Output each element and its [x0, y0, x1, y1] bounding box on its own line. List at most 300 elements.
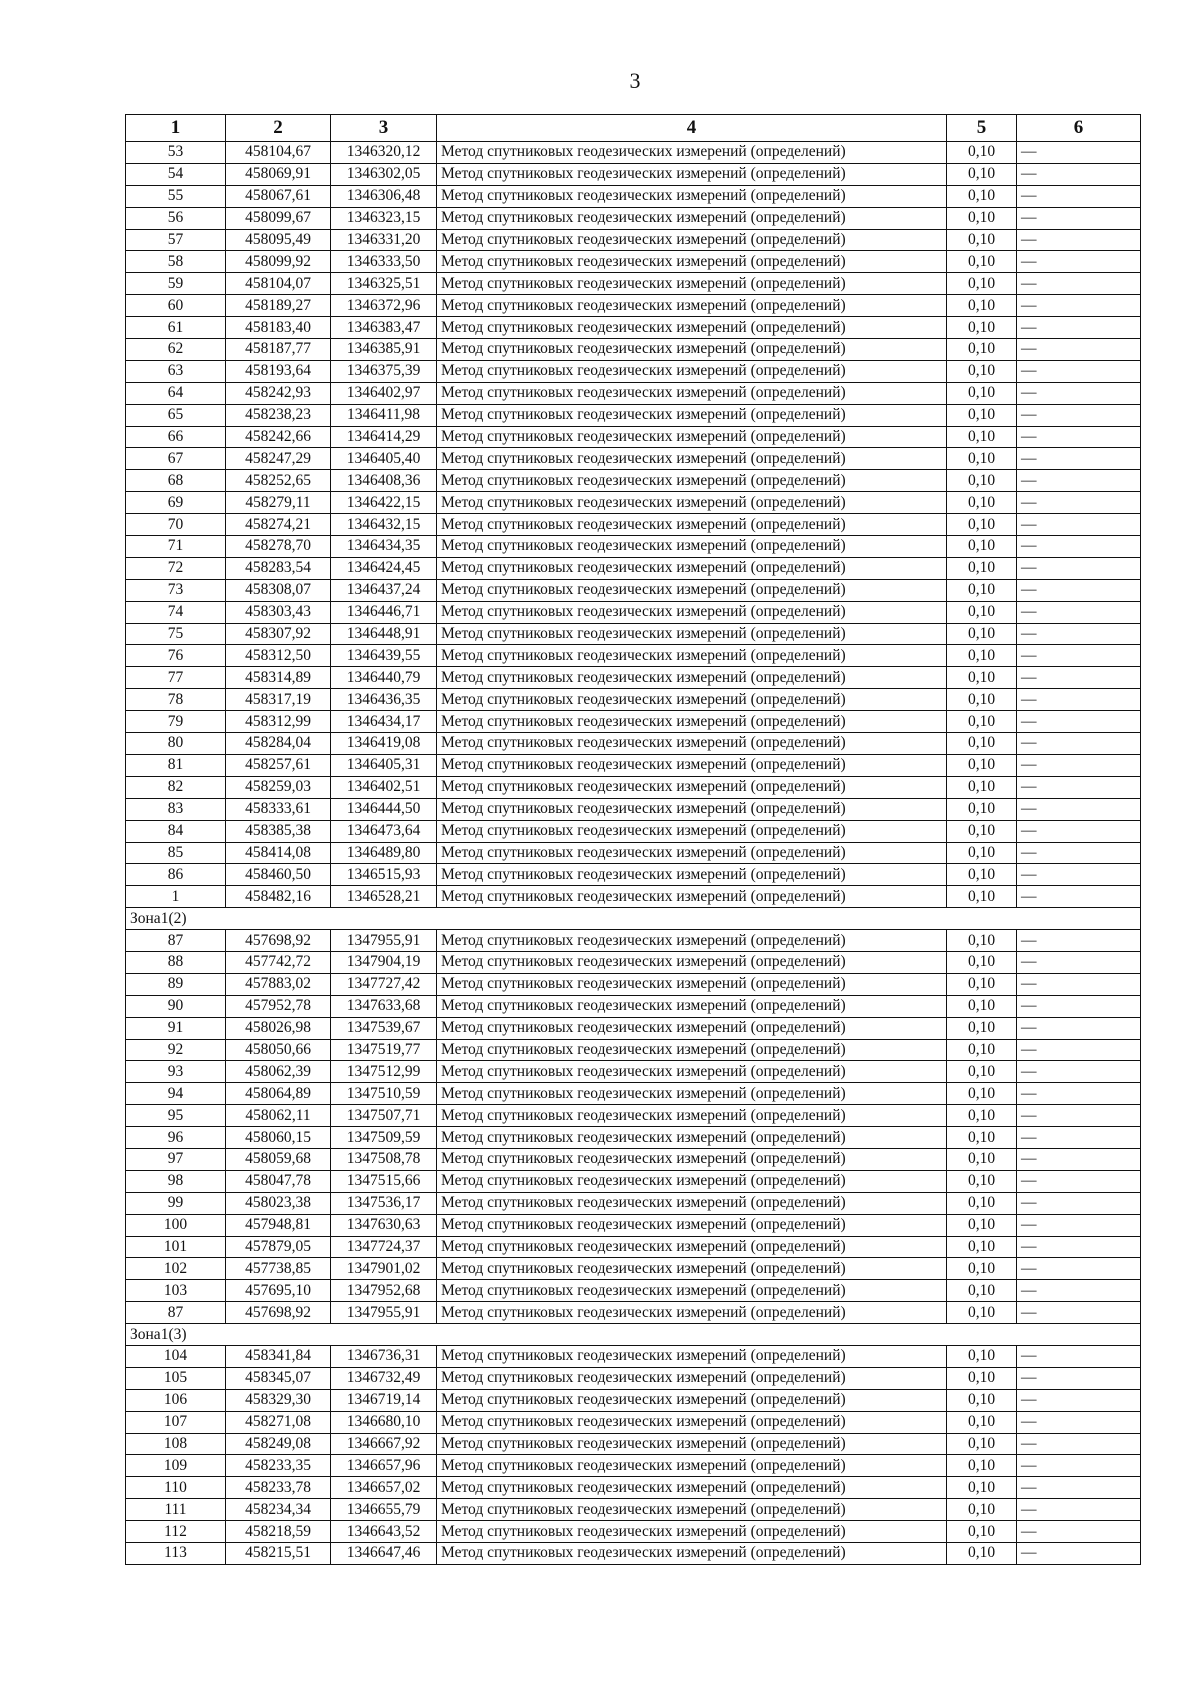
method-cell: Метод спутниковых геодезических измерений (определений)	[437, 1192, 947, 1214]
y-coordinate-cell: 1347904,19	[331, 951, 437, 973]
point-number-cell: 61	[126, 317, 226, 339]
table-row	[126, 1258, 1141, 1280]
method-cell: Метод спутниковых геодезических измерений (определений)	[437, 557, 947, 579]
note-cell: —	[1017, 470, 1141, 492]
x-coordinate-cell: 458218,59	[226, 1521, 331, 1543]
y-coordinate-cell: 1347955,91	[331, 930, 437, 952]
note-cell: —	[1017, 360, 1141, 382]
method-cell: Метод спутниковых геодезических измерений (определений)	[437, 951, 947, 973]
accuracy-cell: 0,10	[947, 689, 1017, 711]
method-cell: Метод спутниковых геодезических измерений (определений)	[437, 470, 947, 492]
point-number-cell: 60	[126, 295, 226, 317]
method-cell: Метод спутниковых геодезических измерений (определений)	[437, 163, 947, 185]
table-row	[126, 1433, 1141, 1455]
method-cell: Метод спутниковых геодезических измерений (определений)	[437, 339, 947, 361]
table-row	[126, 1017, 1141, 1039]
accuracy-cell: 0,10	[947, 273, 1017, 295]
point-number-cell: 111	[126, 1499, 226, 1521]
accuracy-cell: 0,10	[947, 142, 1017, 164]
table-row	[126, 404, 1141, 426]
accuracy-cell: 0,10	[947, 163, 1017, 185]
method-cell: Метод спутниковых геодезических измерений (определений)	[437, 776, 947, 798]
table-row	[126, 339, 1141, 361]
accuracy-cell: 0,10	[947, 820, 1017, 842]
point-number-cell: 103	[126, 1280, 226, 1302]
y-coordinate-cell: 1346439,55	[331, 645, 437, 667]
note-cell: —	[1017, 1192, 1141, 1214]
y-coordinate-cell: 1347515,66	[331, 1170, 437, 1192]
x-coordinate-cell: 458183,40	[226, 317, 331, 339]
table-row	[126, 1389, 1141, 1411]
y-coordinate-cell: 1346657,96	[331, 1455, 437, 1477]
point-number-cell: 82	[126, 776, 226, 798]
accuracy-cell: 0,10	[947, 667, 1017, 689]
point-number-cell: 55	[126, 185, 226, 207]
table-row	[126, 623, 1141, 645]
method-cell: Метод спутниковых геодезических измерений (определений)	[437, 1477, 947, 1499]
point-number-cell: 70	[126, 514, 226, 536]
table-row	[126, 930, 1141, 952]
x-coordinate-cell: 458284,04	[226, 733, 331, 755]
accuracy-cell: 0,10	[947, 711, 1017, 733]
table-row	[126, 1061, 1141, 1083]
method-cell: Метод спутниковых геодезических измерений (определений)	[437, 798, 947, 820]
table-row	[126, 689, 1141, 711]
table-row	[126, 1039, 1141, 1061]
note-cell: —	[1017, 1389, 1141, 1411]
y-coordinate-cell: 1346434,17	[331, 711, 437, 733]
y-coordinate-cell: 1346424,45	[331, 557, 437, 579]
accuracy-cell: 0,10	[947, 1411, 1017, 1433]
point-number-cell: 109	[126, 1455, 226, 1477]
accuracy-cell: 0,10	[947, 776, 1017, 798]
note-cell: —	[1017, 951, 1141, 973]
y-coordinate-cell: 1346736,31	[331, 1345, 437, 1367]
note-cell: —	[1017, 1039, 1141, 1061]
point-number-cell: 77	[126, 667, 226, 689]
table-row	[126, 1127, 1141, 1149]
accuracy-cell: 0,10	[947, 1302, 1017, 1324]
y-coordinate-cell: 1346655,79	[331, 1499, 437, 1521]
note-cell: —	[1017, 1455, 1141, 1477]
table-row	[126, 1411, 1141, 1433]
method-cell: Метод спутниковых геодезических измерений (определений)	[437, 1127, 947, 1149]
y-coordinate-cell: 1346405,31	[331, 754, 437, 776]
y-coordinate-cell: 1346446,71	[331, 601, 437, 623]
method-cell: Метод спутниковых геодезических измерений (определений)	[437, 1017, 947, 1039]
point-number-cell: 69	[126, 492, 226, 514]
note-cell: —	[1017, 667, 1141, 689]
x-coordinate-cell: 458234,34	[226, 1499, 331, 1521]
note-cell: —	[1017, 601, 1141, 623]
note-cell: —	[1017, 251, 1141, 273]
accuracy-cell: 0,10	[947, 842, 1017, 864]
table-row	[126, 864, 1141, 886]
x-coordinate-cell: 458414,08	[226, 842, 331, 864]
method-cell: Метод спутниковых геодезических измерений (определений)	[437, 1367, 947, 1389]
x-coordinate-cell: 457883,02	[226, 973, 331, 995]
y-coordinate-cell: 1347955,91	[331, 1302, 437, 1324]
point-number-cell: 107	[126, 1411, 226, 1433]
x-coordinate-cell: 458104,67	[226, 142, 331, 164]
method-cell: Метод спутниковых геодезических измерений (определений)	[437, 1499, 947, 1521]
point-number-cell: 76	[126, 645, 226, 667]
method-cell: Метод спутниковых геодезических измерений (определений)	[437, 973, 947, 995]
method-cell: Метод спутниковых геодезических измерений (определений)	[437, 754, 947, 776]
point-number-cell: 75	[126, 623, 226, 645]
note-cell: —	[1017, 886, 1141, 908]
x-coordinate-cell: 458249,08	[226, 1433, 331, 1455]
y-coordinate-cell: 1346402,97	[331, 382, 437, 404]
point-number-cell: 83	[126, 798, 226, 820]
x-coordinate-cell: 458252,65	[226, 470, 331, 492]
x-coordinate-cell: 458026,98	[226, 1017, 331, 1039]
table-row	[126, 995, 1141, 1017]
table-row	[126, 492, 1141, 514]
point-number-cell: 101	[126, 1236, 226, 1258]
x-coordinate-cell: 458278,70	[226, 536, 331, 558]
x-coordinate-cell: 458345,07	[226, 1367, 331, 1389]
y-coordinate-cell: 1346333,50	[331, 251, 437, 273]
x-coordinate-cell: 458314,89	[226, 667, 331, 689]
column-header-6: 6	[1017, 115, 1141, 142]
method-cell: Метод спутниковых геодезических измерений (определений)	[437, 229, 947, 251]
accuracy-cell: 0,10	[947, 1543, 1017, 1565]
note-cell: —	[1017, 711, 1141, 733]
accuracy-cell: 0,10	[947, 1127, 1017, 1149]
point-number-cell: 110	[126, 1477, 226, 1499]
accuracy-cell: 0,10	[947, 733, 1017, 755]
accuracy-cell: 0,10	[947, 360, 1017, 382]
y-coordinate-cell: 1347727,42	[331, 973, 437, 995]
point-number-cell: 87	[126, 1302, 226, 1324]
method-cell: Метод спутниковых геодезических измерений (определений)	[437, 1170, 947, 1192]
x-coordinate-cell: 458047,78	[226, 1170, 331, 1192]
accuracy-cell: 0,10	[947, 1455, 1017, 1477]
zone-header-row	[126, 1324, 1141, 1346]
table-row	[126, 973, 1141, 995]
point-number-cell: 92	[126, 1039, 226, 1061]
table-row	[126, 1170, 1141, 1192]
point-number-cell: 102	[126, 1258, 226, 1280]
table-row	[126, 229, 1141, 251]
method-cell: Метод спутниковых геодезических измерений (определений)	[437, 404, 947, 426]
method-cell: Метод спутниковых геодезических измерений (определений)	[437, 360, 947, 382]
note-cell: —	[1017, 820, 1141, 842]
accuracy-cell: 0,10	[947, 251, 1017, 273]
y-coordinate-cell: 1346657,02	[331, 1477, 437, 1499]
accuracy-cell: 0,10	[947, 579, 1017, 601]
y-coordinate-cell: 1346667,92	[331, 1433, 437, 1455]
table-row	[126, 733, 1141, 755]
method-cell: Метод спутниковых геодезических измерений (определений)	[437, 1083, 947, 1105]
note-cell: —	[1017, 229, 1141, 251]
accuracy-cell: 0,10	[947, 1345, 1017, 1367]
point-number-cell: 106	[126, 1389, 226, 1411]
accuracy-cell: 0,10	[947, 1433, 1017, 1455]
accuracy-cell: 0,10	[947, 1389, 1017, 1411]
note-cell: —	[1017, 142, 1141, 164]
x-coordinate-cell: 458062,39	[226, 1061, 331, 1083]
point-number-cell: 85	[126, 842, 226, 864]
method-cell: Метод спутниковых геодезических измерений (определений)	[437, 1345, 947, 1367]
table-row	[126, 163, 1141, 185]
y-coordinate-cell: 1346306,48	[331, 185, 437, 207]
y-coordinate-cell: 1346719,14	[331, 1389, 437, 1411]
page-number: 3	[629, 68, 641, 93]
y-coordinate-cell: 1346434,35	[331, 536, 437, 558]
table-row	[126, 1345, 1141, 1367]
y-coordinate-cell: 1346323,15	[331, 207, 437, 229]
x-coordinate-cell: 458279,11	[226, 492, 331, 514]
x-coordinate-cell: 458099,92	[226, 251, 331, 273]
table-row	[126, 1367, 1141, 1389]
y-coordinate-cell: 1346448,91	[331, 623, 437, 645]
x-coordinate-cell: 458242,66	[226, 426, 331, 448]
method-cell: Метод спутниковых геодезических измерений (определений)	[437, 886, 947, 908]
point-number-cell: 88	[126, 951, 226, 973]
table-row	[126, 1214, 1141, 1236]
point-number-cell: 56	[126, 207, 226, 229]
y-coordinate-cell: 1346422,15	[331, 492, 437, 514]
x-coordinate-cell: 458312,50	[226, 645, 331, 667]
table-row	[126, 1521, 1141, 1543]
table-row	[126, 645, 1141, 667]
table-row	[126, 711, 1141, 733]
x-coordinate-cell: 458283,54	[226, 557, 331, 579]
x-coordinate-cell: 458341,84	[226, 1345, 331, 1367]
point-number-cell: 63	[126, 360, 226, 382]
table-row	[126, 426, 1141, 448]
table-row	[126, 886, 1141, 908]
note-cell: —	[1017, 1411, 1141, 1433]
table-row	[126, 842, 1141, 864]
method-cell: Метод спутниковых геодезических измерений (определений)	[437, 514, 947, 536]
note-cell: —	[1017, 1433, 1141, 1455]
method-cell: Метод спутниковых геодезических измерений (определений)	[437, 1433, 947, 1455]
x-coordinate-cell: 458307,92	[226, 623, 331, 645]
point-number-cell: 1	[126, 886, 226, 908]
x-coordinate-cell: 458271,08	[226, 1411, 331, 1433]
note-cell: —	[1017, 842, 1141, 864]
y-coordinate-cell: 1346408,36	[331, 470, 437, 492]
method-cell: Метод спутниковых геодезических измерений (определений)	[437, 623, 947, 645]
table-row	[126, 185, 1141, 207]
y-coordinate-cell: 1346436,35	[331, 689, 437, 711]
point-number-cell: 54	[126, 163, 226, 185]
point-number-cell: 73	[126, 579, 226, 601]
y-coordinate-cell: 1346385,91	[331, 339, 437, 361]
table-row	[126, 579, 1141, 601]
point-number-cell: 64	[126, 382, 226, 404]
accuracy-cell: 0,10	[947, 339, 1017, 361]
table-body	[126, 142, 1141, 1565]
note-cell: —	[1017, 776, 1141, 798]
y-coordinate-cell: 1346375,39	[331, 360, 437, 382]
point-number-cell: 95	[126, 1105, 226, 1127]
point-number-cell: 90	[126, 995, 226, 1017]
x-coordinate-cell: 458095,49	[226, 229, 331, 251]
accuracy-cell: 0,10	[947, 951, 1017, 973]
accuracy-cell: 0,10	[947, 185, 1017, 207]
table-row	[126, 142, 1141, 164]
point-number-cell: 79	[126, 711, 226, 733]
note-cell: —	[1017, 1148, 1141, 1170]
table-row	[126, 1192, 1141, 1214]
table-row	[126, 470, 1141, 492]
method-cell: Метод спутниковых геодезических измерений (определений)	[437, 142, 947, 164]
x-coordinate-cell: 458242,93	[226, 382, 331, 404]
method-cell: Метод спутниковых геодезических измерений (определений)	[437, 645, 947, 667]
accuracy-cell: 0,10	[947, 1258, 1017, 1280]
x-coordinate-cell: 458215,51	[226, 1543, 331, 1565]
x-coordinate-cell: 458064,89	[226, 1083, 331, 1105]
y-coordinate-cell: 1346444,50	[331, 798, 437, 820]
x-coordinate-cell: 457698,92	[226, 930, 331, 952]
method-cell: Метод спутниковых геодезических измерений (определений)	[437, 733, 947, 755]
table-row	[126, 514, 1141, 536]
accuracy-cell: 0,10	[947, 1192, 1017, 1214]
point-number-cell: 59	[126, 273, 226, 295]
point-number-cell: 108	[126, 1433, 226, 1455]
x-coordinate-cell: 458274,21	[226, 514, 331, 536]
table-row	[126, 536, 1141, 558]
accuracy-cell: 0,10	[947, 514, 1017, 536]
y-coordinate-cell: 1347724,37	[331, 1236, 437, 1258]
note-cell: —	[1017, 295, 1141, 317]
x-coordinate-cell: 457952,78	[226, 995, 331, 1017]
table-row	[126, 951, 1141, 973]
accuracy-cell: 0,10	[947, 645, 1017, 667]
accuracy-cell: 0,10	[947, 492, 1017, 514]
x-coordinate-cell: 458023,38	[226, 1192, 331, 1214]
accuracy-cell: 0,10	[947, 1105, 1017, 1127]
y-coordinate-cell: 1347508,78	[331, 1148, 437, 1170]
y-coordinate-cell: 1347512,99	[331, 1061, 437, 1083]
accuracy-cell: 0,10	[947, 1367, 1017, 1389]
x-coordinate-cell: 458385,38	[226, 820, 331, 842]
note-cell: —	[1017, 1127, 1141, 1149]
accuracy-cell: 0,10	[947, 1083, 1017, 1105]
table-row	[126, 667, 1141, 689]
x-coordinate-cell: 458247,29	[226, 448, 331, 470]
method-cell: Метод спутниковых геодезических измерений (определений)	[437, 1543, 947, 1565]
y-coordinate-cell: 1346419,08	[331, 733, 437, 755]
y-coordinate-cell: 1346372,96	[331, 295, 437, 317]
method-cell: Метод спутниковых геодезических измерений (определений)	[437, 1214, 947, 1236]
accuracy-cell: 0,10	[947, 1280, 1017, 1302]
y-coordinate-cell: 1347539,67	[331, 1017, 437, 1039]
note-cell: —	[1017, 557, 1141, 579]
column-header-4: 4	[437, 115, 947, 142]
y-coordinate-cell: 1346680,10	[331, 1411, 437, 1433]
note-cell: —	[1017, 1170, 1141, 1192]
y-coordinate-cell: 1346528,21	[331, 886, 437, 908]
table-row	[126, 1148, 1141, 1170]
y-coordinate-cell: 1346647,46	[331, 1543, 437, 1565]
note-cell: —	[1017, 339, 1141, 361]
table-row	[126, 557, 1141, 579]
x-coordinate-cell: 458193,64	[226, 360, 331, 382]
table-row	[126, 207, 1141, 229]
coordinates-table	[125, 114, 1141, 1565]
table-row	[126, 798, 1141, 820]
accuracy-cell: 0,10	[947, 798, 1017, 820]
accuracy-cell: 0,10	[947, 886, 1017, 908]
method-cell: Метод спутниковых геодезических измерений (определений)	[437, 536, 947, 558]
method-cell: Метод спутниковых геодезических измерений (определений)	[437, 382, 947, 404]
point-number-cell: 74	[126, 601, 226, 623]
note-cell: —	[1017, 404, 1141, 426]
note-cell: —	[1017, 930, 1141, 952]
method-cell: Метод спутниковых геодезических измерений (определений)	[437, 185, 947, 207]
x-coordinate-cell: 458099,67	[226, 207, 331, 229]
x-coordinate-cell: 457948,81	[226, 1214, 331, 1236]
y-coordinate-cell: 1346411,98	[331, 404, 437, 426]
point-number-cell: 78	[126, 689, 226, 711]
y-coordinate-cell: 1347510,59	[331, 1083, 437, 1105]
x-coordinate-cell: 457879,05	[226, 1236, 331, 1258]
method-cell: Метод спутниковых геодезических измерений (определений)	[437, 273, 947, 295]
note-cell: —	[1017, 1083, 1141, 1105]
note-cell: —	[1017, 163, 1141, 185]
note-cell: —	[1017, 1258, 1141, 1280]
accuracy-cell: 0,10	[947, 1236, 1017, 1258]
accuracy-cell: 0,10	[947, 754, 1017, 776]
point-number-cell: 98	[126, 1170, 226, 1192]
y-coordinate-cell: 1346515,93	[331, 864, 437, 886]
y-coordinate-cell: 1346383,47	[331, 317, 437, 339]
x-coordinate-cell: 458259,03	[226, 776, 331, 798]
note-cell: —	[1017, 1214, 1141, 1236]
note-cell: —	[1017, 1345, 1141, 1367]
x-coordinate-cell: 458187,77	[226, 339, 331, 361]
note-cell: —	[1017, 645, 1141, 667]
note-cell: —	[1017, 492, 1141, 514]
x-coordinate-cell: 458069,91	[226, 163, 331, 185]
y-coordinate-cell: 1346331,20	[331, 229, 437, 251]
method-cell: Метод спутниковых геодезических измерений (определений)	[437, 864, 947, 886]
note-cell: —	[1017, 1499, 1141, 1521]
accuracy-cell: 0,10	[947, 601, 1017, 623]
method-cell: Метод спутниковых геодезических измерений (определений)	[437, 1411, 947, 1433]
method-cell: Метод спутниковых геодезических измерений (определений)	[437, 1236, 947, 1258]
table-header-row	[126, 115, 1141, 142]
accuracy-cell: 0,10	[947, 623, 1017, 645]
method-cell: Метод спутниковых геодезических измерений (определений)	[437, 842, 947, 864]
method-cell: Метод спутниковых геодезических измерений (определений)	[437, 995, 947, 1017]
note-cell: —	[1017, 185, 1141, 207]
accuracy-cell: 0,10	[947, 448, 1017, 470]
x-coordinate-cell: 458238,23	[226, 404, 331, 426]
zone-label: Зона1(3)	[126, 1324, 1141, 1346]
accuracy-cell: 0,10	[947, 930, 1017, 952]
table-row	[126, 1302, 1141, 1324]
table-row	[126, 1455, 1141, 1477]
x-coordinate-cell: 458312,99	[226, 711, 331, 733]
method-cell: Метод спутниковых геодезических измерений (определений)	[437, 1148, 947, 1170]
note-cell: —	[1017, 1236, 1141, 1258]
point-number-cell: 94	[126, 1083, 226, 1105]
point-number-cell: 66	[126, 426, 226, 448]
note-cell: —	[1017, 579, 1141, 601]
y-coordinate-cell: 1346302,05	[331, 163, 437, 185]
point-number-cell: 57	[126, 229, 226, 251]
x-coordinate-cell: 458317,19	[226, 689, 331, 711]
x-coordinate-cell: 458062,11	[226, 1105, 331, 1127]
y-coordinate-cell: 1346643,52	[331, 1521, 437, 1543]
point-number-cell: 80	[126, 733, 226, 755]
